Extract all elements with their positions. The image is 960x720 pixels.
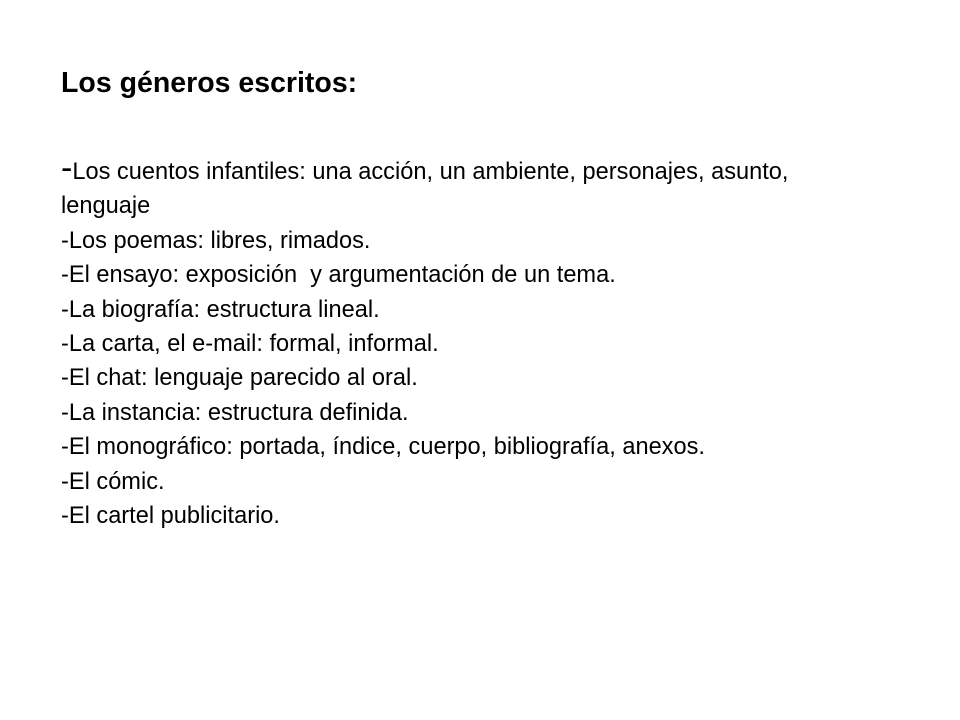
list-item <box>61 465 861 499</box>
list-item <box>61 499 861 533</box>
list-item <box>61 327 861 361</box>
list-item <box>61 361 861 395</box>
list-item-dash: - <box>61 149 73 187</box>
list-item-text: La biografía: estructura lineal. <box>68 296 380 323</box>
list-item-text: Los poemas: libres, rimados. <box>68 227 371 254</box>
list-item <box>61 396 861 430</box>
list-item-dash: - <box>61 468 69 495</box>
list-item-text: El chat: lenguaje parecido al oral. <box>68 365 418 392</box>
list-item-text: El cómic. <box>68 468 165 495</box>
list-item <box>61 151 861 224</box>
list-item-text: El ensayo: exposición y argumentación de un tema. <box>68 262 616 289</box>
list-item-dash: - <box>61 503 69 530</box>
list-item-dash: - <box>61 399 69 426</box>
list-item <box>61 224 861 258</box>
list-item-text: El cartel publicitario. <box>68 503 280 530</box>
slide-body-list <box>61 151 861 533</box>
list-item-text: La carta, el e-mail: formal, informal. <box>68 331 439 358</box>
list-item-dash: - <box>61 262 69 289</box>
list-item-text: La instancia: estructura definida. <box>68 399 409 426</box>
slide-title: Los géneros escritos: <box>61 67 358 99</box>
list-item-dash: - <box>61 434 69 461</box>
list-item-text: El monográfico: portada, índice, cuerpo, bibliografía, anexos. <box>68 434 705 461</box>
list-item-dash: - <box>61 227 69 254</box>
list-item-dash: - <box>61 365 69 392</box>
list-item <box>61 430 861 464</box>
list-item-dash: - <box>61 296 69 323</box>
list-item-dash: - <box>61 331 69 358</box>
list-item-text: Los cuentos infantiles: una acción, un ambiente, personajes, asunto, lenguaje <box>61 159 789 220</box>
list-item <box>61 258 861 292</box>
list-item <box>61 293 861 327</box>
